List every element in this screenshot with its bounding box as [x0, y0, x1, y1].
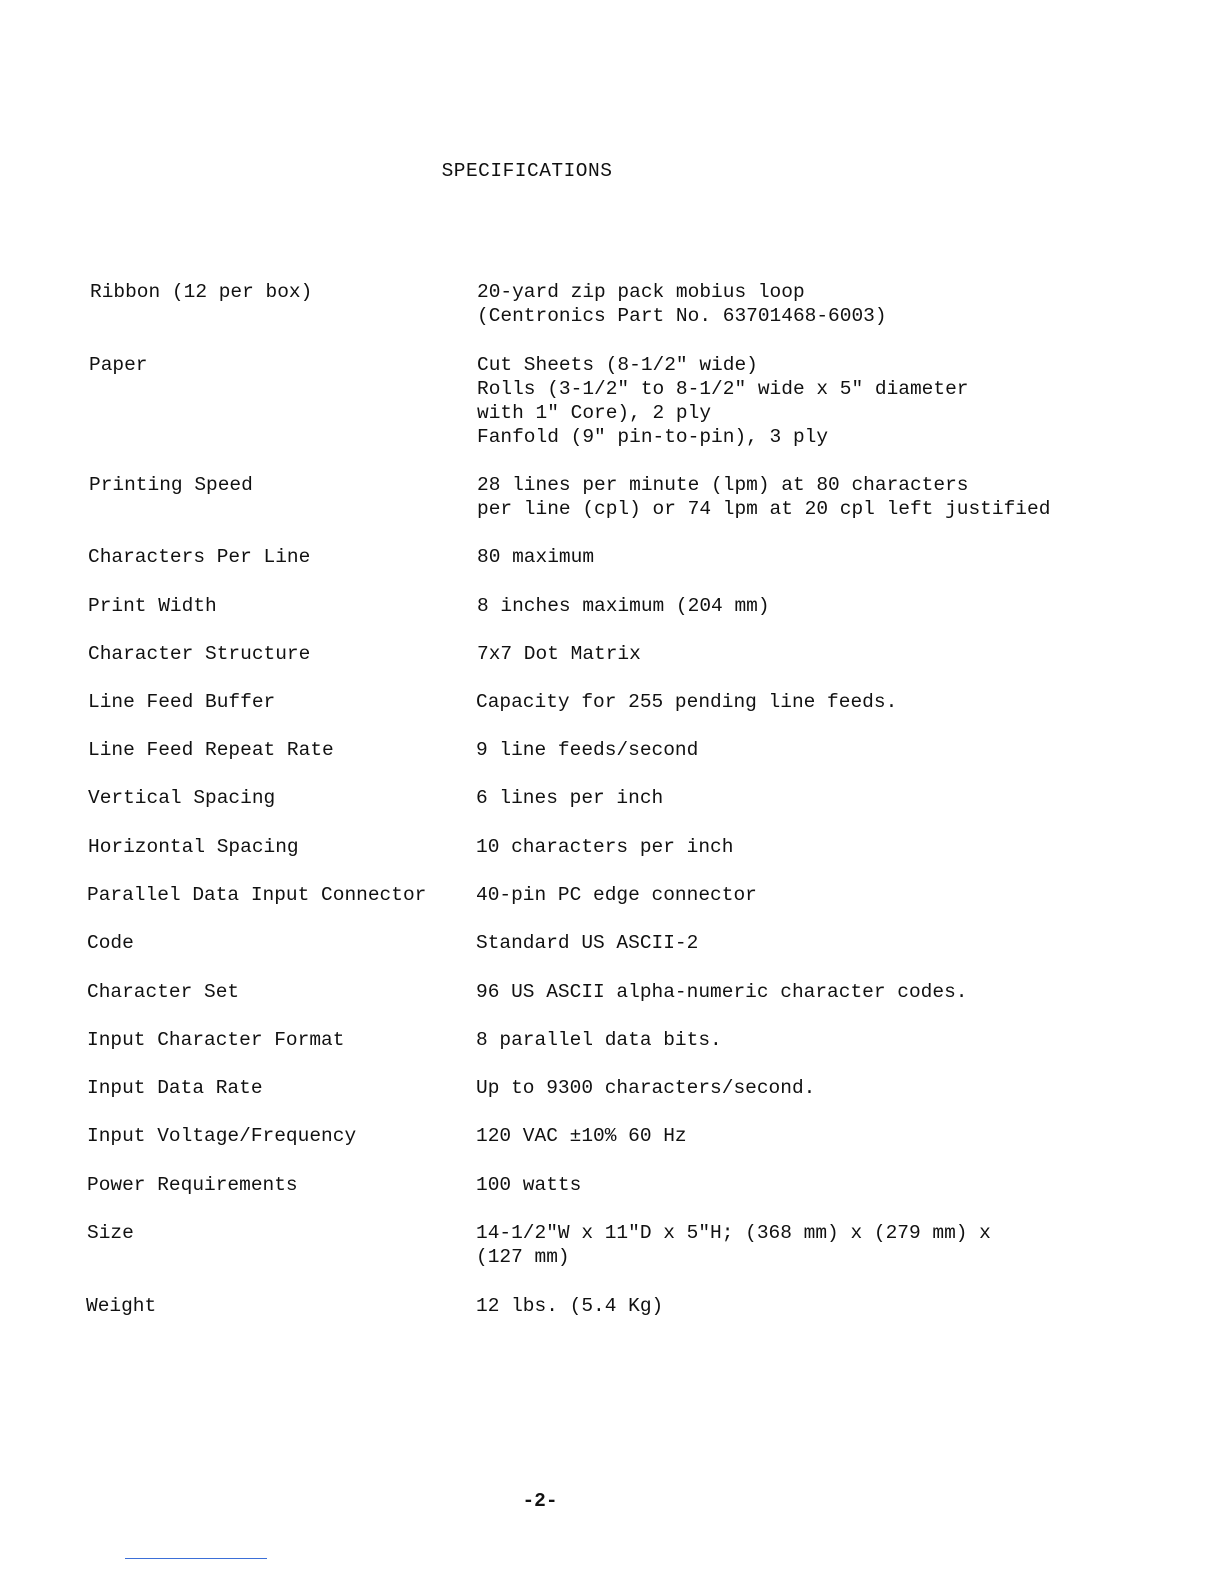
spec-label: Line Feed Repeat Rate: [88, 739, 334, 761]
spec-label: Print Width: [88, 595, 217, 617]
spec-label: Code: [87, 932, 134, 954]
page-title: SPECIFICATIONS: [441, 160, 613, 182]
spec-value: 96 US ASCII alpha-numeric character codes.: [476, 981, 968, 1003]
spec-label: Character Set: [87, 981, 240, 1003]
spec-value: 12 lbs. (5.4 Kg): [476, 1295, 664, 1317]
spec-value: Up to 9300 characters/second.: [476, 1077, 816, 1099]
spec-label: Vertical Spacing: [88, 787, 276, 809]
spec-value: 9 line feeds/second: [476, 739, 699, 761]
spec-label: Input Data Rate: [87, 1077, 263, 1099]
spec-value: 7x7 Dot Matrix: [477, 643, 641, 665]
spec-label: Parallel Data Input Connector: [87, 884, 427, 906]
spec-label: Line Feed Buffer: [88, 691, 276, 713]
spec-value: 6 lines per inch: [476, 787, 664, 809]
bottom-rule-line: [125, 1558, 267, 1559]
spec-value: 28 lines per minute (lpm) at 80 characters per line (cpl) or 74 lpm at 20 cpl left justified: [477, 474, 1051, 520]
spec-value: 100 watts: [476, 1174, 582, 1196]
spec-value: 20-yard zip pack mobius loop (Centronics Part No. 63701468-6003): [477, 281, 887, 327]
spec-value: Standard US ASCII-2: [476, 932, 699, 954]
spec-value: 8 parallel data bits.: [476, 1029, 722, 1051]
spec-label: Weight: [86, 1295, 157, 1317]
spec-label: Size: [87, 1222, 134, 1244]
spec-label: Characters Per Line: [88, 546, 311, 568]
spec-label: Paper: [89, 354, 148, 376]
spec-label: Printing Speed: [89, 474, 253, 496]
spec-value: 10 characters per inch: [476, 836, 734, 858]
spec-value: 120 VAC ±10% 60 Hz: [476, 1125, 687, 1147]
spec-value: 40-pin PC edge connector: [476, 884, 757, 906]
spec-value: 8 inches maximum (204 mm): [477, 595, 770, 617]
spec-label: Power Requirements: [87, 1174, 298, 1196]
page-number: -2-: [522, 1490, 558, 1512]
spec-label: Input Voltage/Frequency: [87, 1125, 357, 1147]
spec-value: 14-1/2"W x 11"D x 5"H; (368 mm) x (279 mm) x (127 mm): [476, 1222, 991, 1268]
spec-label: Ribbon (12 per box): [90, 281, 313, 303]
spec-value: Capacity for 255 pending line feeds.: [476, 691, 898, 713]
spec-label: Input Character Format: [87, 1029, 345, 1051]
spec-value: 80 maximum: [477, 546, 595, 568]
spec-value: Cut Sheets (8-1/2" wide) Rolls (3-1/2" to 8-1/2" wide x 5" diameter with 1" Core), 2 ply Fanfold (9" pin-to-pin), 3 ply: [477, 354, 969, 448]
spec-label: Horizontal Spacing: [88, 836, 299, 858]
spec-label: Character Structure: [88, 643, 311, 665]
